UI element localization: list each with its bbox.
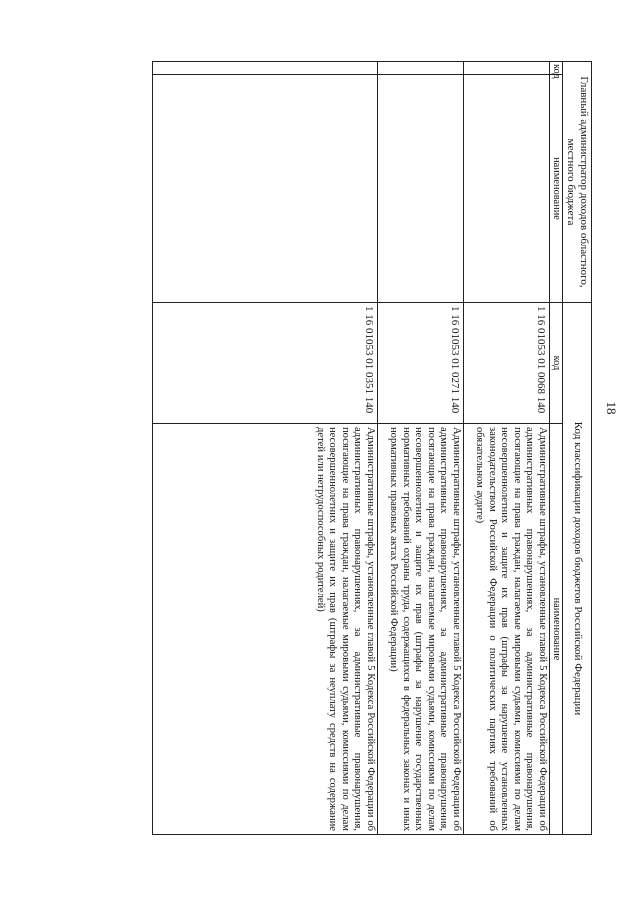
revenue-codes-table bbox=[152, 61, 592, 835]
admin-name-cell bbox=[377, 75, 463, 303]
classification-name-cell: Административные штрафы, установленные главой 5 Кодекса Российской Федерации об административных правонарушениях, за административные правонарушения, посягающие на права граждан, налагаемые мировыми судьями, комиссиями по делам несовершеннолетних и защите их прав (штрафы за нарушение государственных нормативных требований охраны труда, содержащихся в федеральных законах и иных нормативных правовых актах Российской Федерации) bbox=[377, 424, 463, 835]
table-row bbox=[377, 62, 463, 835]
classification-group-header: Код классификации доходов бюджетов Российской Федерации bbox=[563, 303, 592, 835]
table-row bbox=[463, 62, 549, 835]
rotated-table-container bbox=[152, 61, 592, 834]
classification-code-cell: 1 16 01053 01 0068 140 bbox=[463, 303, 549, 424]
admin-code-header: код bbox=[549, 62, 562, 75]
page-number: 18 bbox=[604, 401, 619, 415]
classification-name-cell: Административные штрафы, установленные главой 5 Кодекса Российской Федерации об административных правонарушениях, за административные правонарушения, посягающие на права граждан, налагаемые мировыми судьями, комиссиями по делам несовершеннолетних и защите их прав (штрафы за неуплату средств на содержание детей или нетрудоспособных родителей) bbox=[153, 424, 378, 835]
admin-code-cell bbox=[377, 62, 463, 75]
table-row bbox=[153, 62, 378, 835]
classification-name-cell: Административные штрафы, установленные главой 5 Кодекса Российской Федерации об административных правонарушениях, за административные правонарушения, посягающие на права граждан, налагаемые мировыми судьями, комиссиями по делам несовершеннолетних и защите их прав (штрафы за нарушение установленных законодательством Российской Федерации о политических партиях требований об обязательном аудите) bbox=[463, 424, 549, 835]
admin-code-cell bbox=[153, 62, 378, 75]
admin-code-cell bbox=[463, 62, 549, 75]
classification-code-header: код bbox=[549, 303, 562, 424]
classification-name-header: наименование bbox=[549, 424, 562, 835]
classification-code-cell: 1 16 01053 01 0351 140 bbox=[153, 303, 378, 424]
admin-name-cell bbox=[153, 75, 378, 303]
admin-group-header: Главный администратор доходов областного, местного бюджета bbox=[563, 62, 592, 303]
admin-name-header: наименование bbox=[549, 75, 562, 303]
admin-name-cell bbox=[463, 75, 549, 303]
classification-code-cell: 1 16 01053 01 0271 140 bbox=[377, 303, 463, 424]
